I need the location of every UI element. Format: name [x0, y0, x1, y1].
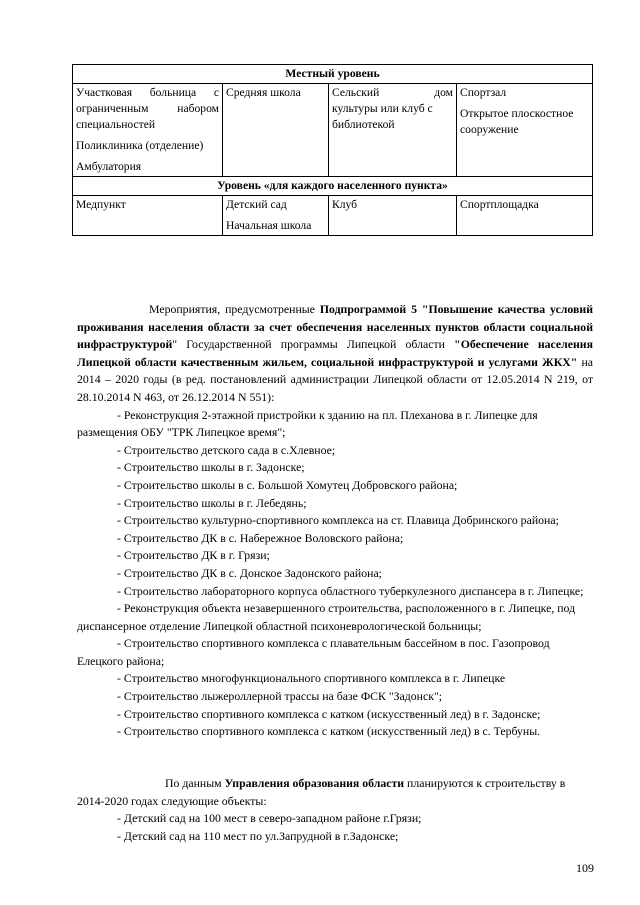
list-item: - Строительство ДК в с. Донское Задонского района; — [117, 565, 382, 580]
agency-name: Управления образования области — [224, 776, 405, 790]
subprogram-title: Подпрограммой 5 "Повышение качества условий проживания населения области за счет обеспечения населенных пунктов области социальной инфраструктурой — [77, 302, 593, 352]
list-item: - Строительство детского сада в с.Хлевное; — [117, 442, 336, 457]
settlement-level-header: Уровень «для каждого населенного пункта» — [73, 177, 593, 196]
text-run: Мероприятия, предусмотренные — [149, 302, 320, 316]
table-cell — [457, 84, 593, 177]
table-cell — [457, 196, 593, 236]
list-item: - Детский сад на 110 мест по ул.Запрудной в г.Задонске; — [117, 828, 399, 843]
table-cell — [223, 196, 329, 236]
cell-text: Спортплощадка — [460, 198, 539, 211]
cell-word: Сельский — [332, 86, 380, 99]
cell-text: Детский сад — [226, 198, 287, 211]
cell-word: дом — [434, 86, 453, 99]
table-cell — [73, 196, 223, 236]
text-run: По данным — [165, 776, 225, 790]
page-number: 109 — [576, 861, 594, 875]
list-item: - Строительство школы в г. Лебедянь; — [117, 495, 307, 510]
cell-text: культуры или клуб с библиотекой — [332, 102, 433, 131]
cell-text: Клуб — [332, 198, 358, 211]
list-item: - Строительство спортивного комплекса с катком (искусственный лед) в с. Тербуны. — [117, 724, 541, 739]
cell-text: Поликлиника (отделение) — [76, 139, 204, 152]
cell-text: Амбулатория — [76, 160, 142, 173]
cell-text: Средняя школа — [226, 86, 301, 99]
list-item: - Строительство школы в г. Задонске; — [117, 460, 305, 475]
education-intro — [77, 775, 593, 810]
list-item: - Строительство ДК в г. Грязи; — [117, 548, 270, 563]
cell-text: Участковая больница с ограниченным набором специальностей — [76, 86, 219, 131]
table-cell — [329, 84, 457, 177]
education-section — [77, 775, 593, 845]
infrastructure-table — [72, 64, 593, 236]
list-item: - Реконструкция объекта незавершенного строительства, расположенного в г. Липецке, под диспансерное отделение Липецкой областной психоневрологической больницы; — [77, 601, 576, 633]
measures-section — [77, 301, 593, 741]
cell-text: Начальная школа — [226, 219, 312, 232]
list-item: - Реконструкция 2-этажной пристройки к зданию на пл. Плеханова в г. Липецке для размещения ОБУ "ТРК Липецкое время"; — [77, 407, 538, 440]
list-item: - Строительство многофункционального спортивного комплекса в г. Липецке — [117, 671, 506, 686]
cell-text-line — [332, 85, 453, 101]
measures-intro — [77, 301, 593, 407]
cell-text: Спортзал — [460, 86, 507, 99]
local-level-row — [73, 84, 593, 177]
list-item: - Строительство лабораторного корпуса областного туберкулезного диспансера в г. Липецке; — [117, 583, 584, 598]
table-cell — [329, 196, 457, 236]
list-item: - Строительство спортивного комплекса с плавательным бассейном в пос. Газопровод Елецкого района; — [77, 636, 550, 668]
text-run: " Государственной программы Липецкой области — [172, 337, 455, 352]
cell-text: Медпункт — [76, 198, 126, 211]
settlement-level-row — [73, 196, 593, 236]
list-item: - Строительство спортивного комплекса с катком (искусственный лед) в г. Задонске; — [117, 706, 541, 721]
text-run: на 2014 – 2020 годы (в ред. постановлений администрации Липецкой области от 12.05.2014 N 219, от 28.10.2014 N 463, от 26.12.2014 N 551): — [77, 354, 593, 404]
list-item: - Детский сад на 100 мест в северо-западном районе г.Грязи; — [117, 811, 422, 826]
text-run: планируются к строительству в 2014-2020 годах следующие объекты: — [77, 776, 566, 808]
cell-text: Открытое плоскостное сооружение — [460, 107, 574, 136]
list-item: - Строительство ДК в с. Набережное Воловского района; — [117, 530, 404, 545]
local-level-header: Местный уровень — [73, 65, 593, 84]
list-item: - Строительство культурно-спортивного комплекса на ст. Плавица Добринского района; — [117, 513, 559, 528]
table-cell — [223, 84, 329, 177]
table-cell — [73, 84, 223, 177]
program-title: "Обеспечение населения Липецкой области качественным жильем, социальной инфраструктурой и услугами ЖКХ" — [77, 337, 593, 369]
list-item: - Строительство школы в с. Большой Хомутец Добровского района; — [117, 477, 458, 492]
list-item: - Строительство лыжероллерной трассы на базе ФСК "Задонск"; — [117, 689, 443, 704]
